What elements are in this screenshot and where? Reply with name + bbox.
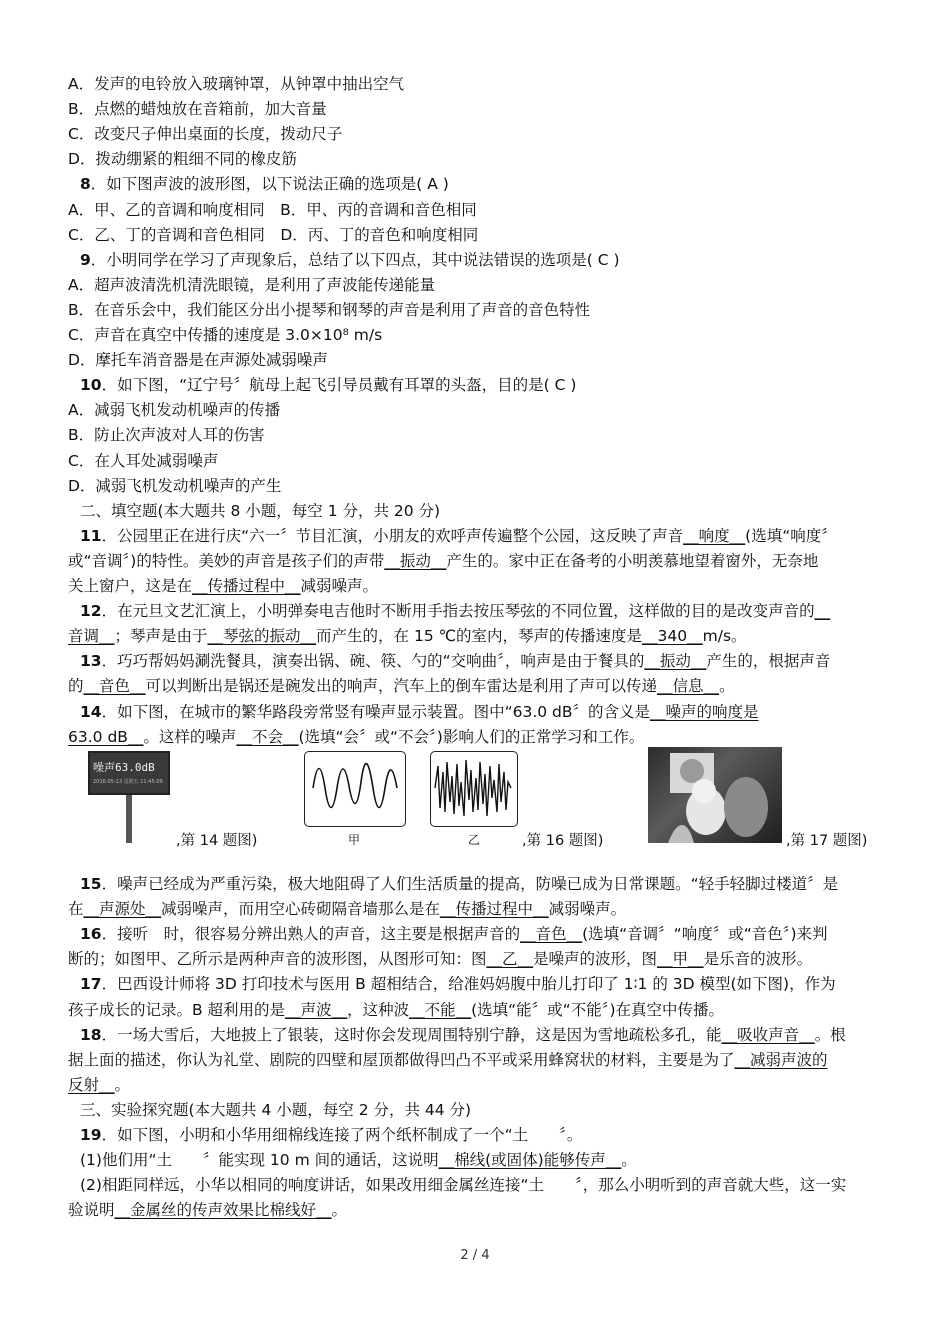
noise-display-figure (88, 745, 170, 845)
answer-blank: __响度__ (683, 526, 746, 545)
answer-blank: __不会__ (236, 727, 299, 746)
page-number: 2 / 4 (460, 1248, 490, 1263)
question-text: 产生的。家中正在备考的小明羡慕地望着窗外，无奈地 (446, 551, 819, 570)
question-text: 减弱噪声。 (300, 577, 379, 595)
question-text: ．噪声已经成为严重污染，极大地阻碍了人们生活质量的提高，防噪已成为日常课题。“轻手轻脚过楼道〞是 (101, 875, 839, 893)
text-line (68, 449, 890, 473)
question-text: 。 (719, 677, 735, 696)
question-number: 19 (80, 1126, 102, 1144)
answer-blank: __乙__ (486, 950, 534, 969)
answer-blank: __棉线(或固体)能够传声__ (438, 1151, 622, 1170)
question-text: 在 (68, 900, 84, 919)
question-text: 断的；如图甲、乙所示是两种声音的波形图，从图形可知：图 (68, 950, 487, 969)
text-line (68, 97, 890, 121)
question-text: 的 (68, 677, 84, 696)
question-number: 10 (80, 376, 102, 395)
question-text: B．点燃的蜡烛放在音箱前，加大音量 (68, 100, 327, 119)
text-line (68, 1198, 890, 1222)
text-line (80, 922, 890, 946)
answer-blank: __减弱声波的 (734, 1050, 828, 1069)
answer-blank: __声源处__ (83, 900, 162, 919)
question-text: 。 (331, 1201, 348, 1220)
question-text: ．如下图，“辽宁号〞航母上起飞引导员戴有耳罩的头盔，目的是( C ) (101, 376, 577, 395)
question-text: B．防止次声波对人耳的伤害 (68, 426, 265, 445)
question-text: A．甲、乙的音调和响度相同 B．甲、丙的音调和音色相同 (68, 200, 477, 219)
text-line (68, 122, 890, 146)
question-text: m/s。 (702, 627, 747, 646)
text-line (80, 972, 890, 996)
model-photo-svg (648, 747, 782, 843)
question-text: 而产生的，在 15 ℃的室内，琴声的传播速度是 (316, 627, 643, 646)
question-number: 16 (80, 925, 102, 944)
question-text: ．如下图，在城市的繁华路段旁常竖有噪声显示装置。图中“63.0 dB〞的含义是 (101, 702, 651, 721)
wave-figure-a (304, 751, 406, 827)
question-number: 12 (80, 602, 102, 621)
answer-blank: __甲__ (657, 950, 704, 969)
question-text: 。根 (814, 1025, 846, 1044)
answer-blank: __音色__ (83, 677, 146, 696)
text-line (68, 323, 890, 347)
question-number: 15 (80, 875, 102, 893)
text-line (80, 248, 890, 272)
question-number: 9 (80, 250, 91, 269)
text-line (68, 348, 890, 372)
question-text: 孩子成长的记录。B 超利用的是 (68, 1000, 286, 1019)
text-line (80, 524, 890, 548)
text-line (68, 998, 890, 1022)
text-line (68, 147, 890, 171)
wave-b-label: 乙 (468, 833, 481, 847)
question-text: 据上面的描述，你认为礼堂、剧院的四壁和屋顶都做得凹凸不平或采用蜂窝状的材料，主要是为了 (68, 1050, 735, 1069)
answer-blank: __琴弦的振动__ (207, 627, 317, 646)
question-text: (1)他们用“土 〞能实现 10 m 间的通话，这说明 (80, 1151, 439, 1170)
question-number: 11 (80, 526, 102, 545)
question-number: 14 (80, 702, 102, 721)
text-line (80, 1123, 890, 1147)
question-text: 可以判断出是锅还是碗发出的响声，汽车上的倒车雷达是利用了声可以传递 (145, 677, 658, 696)
answer-blank: __振动__ (644, 652, 707, 671)
answer-blank: __不能__ (409, 1000, 472, 1019)
question-text: ，这种波 (347, 1000, 410, 1019)
text-line (80, 599, 890, 623)
answer-blank: __声波__ (285, 1000, 348, 1019)
text-line (80, 700, 890, 724)
question-number: 18 (80, 1025, 102, 1044)
question-text: D．拨动绷紧的粗细不同的橡皮筋 (68, 150, 297, 169)
noise-display-reading: 噪声63.0dB (93, 761, 155, 774)
question-text: C．改变尺子伸出桌面的长度，拨动尺子 (68, 125, 343, 144)
question-text: ．一场大雪后，大地披上了银装，这时你会发现周围特别宁静，这是因为雪地疏松多孔，能 (101, 1025, 722, 1044)
text-line (68, 1048, 890, 1072)
text-line (68, 72, 890, 96)
text-line (68, 624, 890, 648)
question-text: (选填“响度〞 (745, 526, 837, 545)
question-text: A．减弱飞机发动机噪声的传播 (68, 401, 281, 420)
wave-b-svg (431, 752, 516, 825)
question-text: ．接听 时，很容易分辨出熟人的声音，这主要是根据声音的 (101, 925, 521, 944)
question-number: 17 (80, 975, 102, 994)
question-text: ．如下图，小明和小华用细棉线连接了两个纸杯制成了一个“土 〞。 (101, 1126, 583, 1144)
question-text: A．发声的电铃放入玻璃钟罩，从钟罩中抽出空气 (68, 75, 405, 93)
text-line (68, 574, 890, 598)
question-text: 。这样的噪声 (143, 727, 237, 746)
wave-a-svg (305, 752, 404, 825)
question-text: 。 (621, 1151, 637, 1170)
question-text: 验说明 (68, 1201, 115, 1220)
question-text: A．超声波清洗机清洗眼镜，是利用了声波能传递能量 (68, 275, 436, 294)
text-line (80, 1173, 890, 1197)
text-line (80, 499, 890, 523)
text-line (80, 1098, 890, 1122)
question-text: ．小明同学在学习了声现象后，总结了以下四点，其中说法错误的选项是( C ) (90, 250, 620, 269)
answer-blank: __传播过程中__ (192, 577, 301, 595)
question-text: 二、填空题(本大题共 8 小题，每空 1 分，共 20 分) (80, 501, 441, 520)
text-line (68, 474, 890, 498)
question-text: ．巴西设计师将 3D 打印技术与医用 B 超相结合，给准妈妈腹中胎儿打印了 1∶1 的 3D 模型(如下图)，作为 (101, 975, 836, 994)
question-text: C．乙、丁的音调和音色相同 D．丙、丁的音色和响度相同 (68, 225, 479, 244)
fetus-model-photo (648, 747, 782, 843)
question-number: 13 (80, 652, 102, 671)
question-text: ．如下图声波的波形图，以下说法正确的选项是( A ) (90, 175, 449, 194)
text-line (68, 223, 890, 247)
text-line (80, 872, 890, 896)
text-line (80, 172, 890, 196)
question-text: D．减弱飞机发动机噪声的产生 (68, 476, 282, 495)
question-text: (选填“能〞或“不能〞)在真空中传播。 (471, 1000, 725, 1019)
question-text: 减弱噪声，而用空心砖砌隔音墙那么是在 (161, 900, 441, 919)
answer-blank: __ (814, 602, 831, 621)
noise-display-screen (88, 751, 170, 795)
question-text: 关上窗户，这是在 (68, 577, 193, 595)
figure-row (0, 745, 950, 855)
answer-blank: __金属丝的传声效果比棉线好__ (114, 1201, 332, 1220)
text-line (68, 549, 890, 573)
answer-blank: __噪声的响度是 (650, 702, 759, 721)
question-text: C．声音在真空中传播的速度是 3.0×10⁸ m/s (68, 326, 383, 344)
question-text: 是乐音的波形。 (703, 950, 813, 969)
text-line (68, 1073, 890, 1097)
question-text: (选填“音调〞“响度〞或“音色〞)来判 (582, 925, 828, 944)
answer-blank: __传播过程中__ (440, 900, 549, 919)
noise-display-pole (126, 795, 132, 843)
answer-blank: __340__ (642, 627, 703, 646)
answer-blank: __音色__ (520, 925, 583, 944)
question-text: B．在音乐会中，我们能区分出小提琴和钢琴的声音是利用了声音的音色特性 (68, 300, 591, 319)
question-text: D．摩托车消音器是在声源处减弱噪声 (68, 351, 328, 370)
wave-a-label: 甲 (348, 833, 361, 847)
text-line (68, 298, 890, 322)
noise-display-date: 2016-05-13 星期五 11:45:09 (93, 779, 163, 785)
text-line (68, 398, 890, 422)
text-line (68, 947, 890, 971)
text-line (68, 423, 890, 447)
text-line (68, 273, 890, 297)
question-text: 。 (114, 1075, 131, 1094)
answer-blank: __振动__ (384, 551, 447, 570)
caption-question-17: ,第 17 题图) (786, 833, 868, 849)
answer-blank: 音调__ (68, 627, 115, 646)
caption-question-14: ,第 14 题图) (176, 833, 258, 849)
text-line (80, 649, 890, 673)
question-text: (选填“会〞或“不会〞)影响人们的正常学习和工作。 (298, 727, 645, 746)
answer-blank: 63.0 dB__ (68, 727, 144, 746)
answer-blank: __信息__ (657, 677, 720, 696)
caption-question-16: ,第 16 题图) (522, 833, 604, 849)
wave-figure-b (430, 751, 518, 827)
question-text: C．在人耳处减弱噪声 (68, 451, 219, 470)
question-text: 或“音调〞)的特性。美妙的声音是孩子们的声带 (68, 551, 385, 570)
text-line (68, 674, 890, 698)
question-text: ．巧巧帮妈妈涮洗餐具，演奏出锅、碗、筷、勺的“交响曲〞，响声是由于餐具的 (101, 652, 645, 671)
question-text: (2)相距同样远，小华以相同的响度讲话，如果改用细金属丝连接“土 〞，那么小明听到的声音就大些，这一实 (80, 1176, 847, 1195)
question-number: 8 (80, 175, 91, 194)
question-text: ．公园里正在进行庆“六一〞节目汇演，小朋友的欢呼声传遍整个公园，这反映了声音 (101, 526, 684, 545)
text-line (80, 373, 890, 397)
answer-blank: 反射__ (68, 1075, 115, 1094)
text-line (68, 198, 890, 222)
question-text: 是噪声的波形，图 (533, 950, 658, 969)
text-line (68, 897, 890, 921)
question-text: 三、实验探究题(本大题共 4 小题，每空 2 分，共 44 分) (80, 1100, 472, 1119)
text-line (80, 1023, 890, 1047)
text-line (80, 1148, 890, 1172)
answer-blank: __吸收声音__ (721, 1025, 815, 1044)
question-text: 产生的，根据声音 (706, 652, 831, 671)
question-text: 减弱噪声。 (548, 900, 627, 919)
question-text: ；琴声是由于 (114, 627, 208, 646)
question-text: ．在元旦文艺汇演上，小明弹奏电吉他时不断用手指去按压琴弦的不同位置，这样做的目的是改变声音的 (101, 602, 815, 621)
